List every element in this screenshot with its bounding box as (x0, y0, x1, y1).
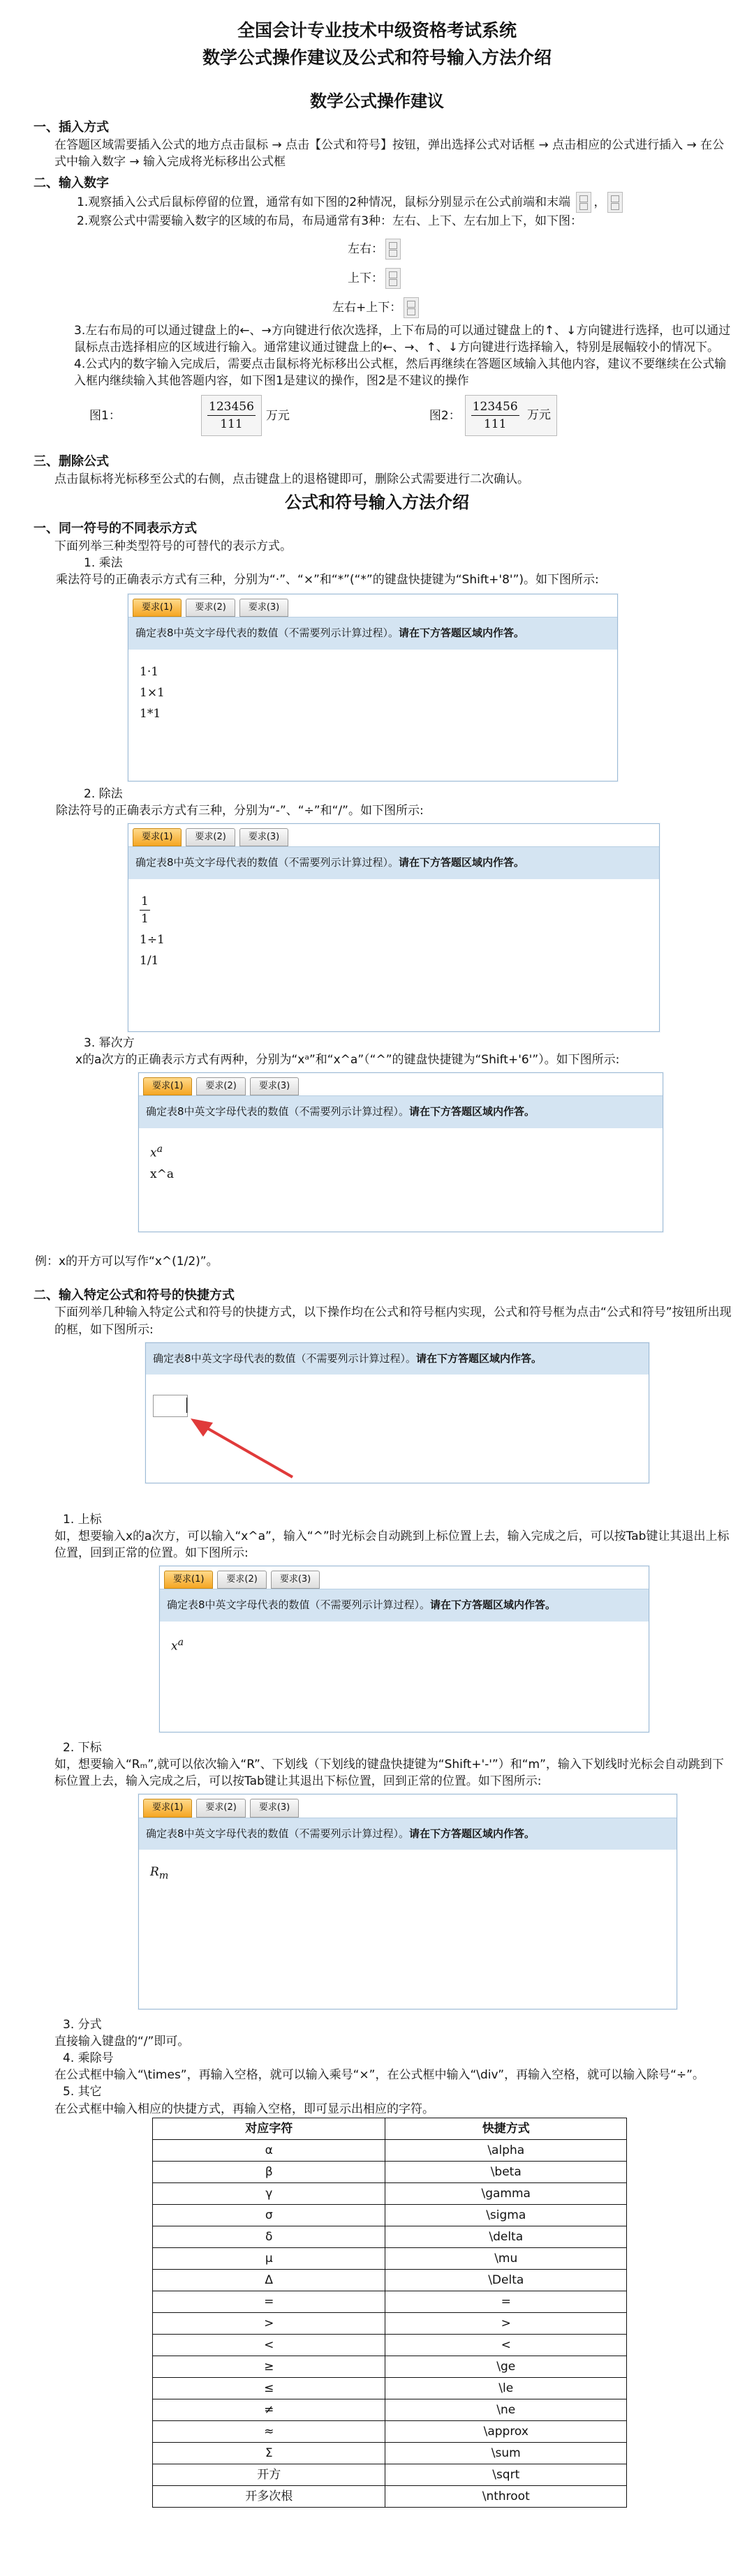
pow-exponent: a (156, 1143, 163, 1155)
heading-multiply: 1. 乘法 (84, 555, 123, 570)
table-cell-shortcut: \delta (385, 2226, 627, 2247)
title-line-2: 数学公式操作建议及公式和符号输入方法介绍 (202, 47, 552, 68)
table-row (153, 2356, 627, 2377)
section-title-1: 数学公式操作建议 (310, 91, 444, 111)
question-instruction: 请在下方答题区域内作答。 (399, 627, 525, 640)
sub-base: R (150, 1864, 159, 1879)
div-denominator: 1 (141, 911, 149, 926)
table-cell-shortcut: \Delta (385, 2269, 627, 2291)
answer-area-divide[interactable] (128, 879, 659, 1031)
question-bar (160, 1589, 649, 1621)
shortcut-table (152, 2118, 627, 2508)
fig1-unit: 万元 (265, 408, 290, 423)
para-divide: 除法符号的正确表示方式有三种，分别为“-”、“÷”和“/”。如下图所示: (56, 803, 424, 818)
heading-divide: 2. 除法 (84, 786, 123, 801)
table-cell-shortcut: \ge (385, 2356, 627, 2377)
question-text: 确定表8中英文字母代表的数值（不需要列示计算过程）。 (146, 1105, 410, 1118)
table-row (153, 2247, 627, 2269)
para-subscript: 如，想要输入“Rₘ”,就可以依次输入“R”、下划线（下划线的键盘快捷键为“Shift+'-'”）和“m”，输入下划线时光标会自动跳到下标位置上去，输入完成之后，可以按Tab键让其退出下标位置，回到正常的位置。如下图所示: (54, 1757, 724, 1789)
table-cell-shortcut: \mu (385, 2247, 627, 2269)
para-input-1: 1.观察插入公式后鼠标停留的位置，通常有如下图的2种情况，鼠标分别显示在公式前端和末端 (77, 195, 571, 210)
tab-req-1[interactable]: 要求(1) (143, 1077, 192, 1095)
table-row (153, 2312, 627, 2334)
table-cell-char: ≠ (153, 2399, 385, 2420)
fig2-label: 图2： (429, 408, 461, 423)
question-instruction: 请在下方答题区域内作答。 (399, 856, 525, 869)
question-text: 确定表8中英文字母代表的数值（不需要列示计算过程）。 (167, 1598, 431, 1612)
heading-insert: 一、插入方式 (34, 120, 109, 135)
heading-input-number: 二、输入数字 (34, 175, 109, 190)
red-arrow-icon (188, 1413, 300, 1483)
fig2-numerator: 123456 (471, 398, 519, 416)
tab-req-2[interactable]: 要求(2) (196, 1077, 245, 1095)
tab-req-2[interactable]: 要求(2) (196, 1799, 245, 1817)
para-multiply: 乘法符号的正确表示方式有三种，分别为“·”、“×”和“*”(“*”的键盘快捷键为“Shift+'8'”)。如下图所示: (56, 572, 599, 587)
table-cell-shortcut: \gamma (385, 2182, 627, 2204)
fig2-formula (465, 395, 557, 436)
table-cell-char: α (153, 2139, 385, 2161)
tab-req-2[interactable]: 要求(2) (186, 828, 235, 846)
answer-area-multiply[interactable] (128, 650, 617, 781)
table-cell-shortcut: \nthroot (385, 2485, 627, 2507)
table-cell-char: σ (153, 2204, 385, 2226)
mul-answer-3: 1*1 (140, 706, 161, 721)
para-input-1-wrap: 1.观察插入公式后鼠标停留的位置，通常有如下图的2种情况，鼠标分别显示在公式前端和末端 ， (56, 192, 734, 213)
table-cell-shortcut: \alpha (385, 2139, 627, 2161)
tab-req-3[interactable]: 要求(3) (250, 1077, 299, 1095)
layout-lr-label: 左右： (348, 241, 383, 256)
table-cell-char: 开方 (153, 2464, 385, 2485)
question-bar (146, 1343, 649, 1375)
table-cell-shortcut: \sum (385, 2442, 627, 2464)
table-cell-char: ≥ (153, 2356, 385, 2377)
para-input-3: 3.左右布局的可以通过键盘上的←、→方向键进行依次选择，上下布局的可以通过键盘上的↑、↓方向键进行选择，也可以通过鼠标点击选择相应的区域进行输入。通常建议通过键盘上的←、→、↑、↓方向键进行选择输入，特别是展幅较小的情况下。 (74, 323, 731, 354)
para-shortcut: 下面列举几种输入特定公式和符号的快捷方式，以下操作均在公式和符号框内实现，公式和符号框为点击“公式和符号”按钮所出现的框，如下图所示: (54, 1305, 732, 1337)
table-cell-char: = (153, 2291, 385, 2312)
pow-answer-2: x^a (150, 1167, 174, 1181)
tab-req-3[interactable]: 要求(3) (239, 828, 288, 846)
tab-req-3[interactable]: 要求(3) (250, 1799, 299, 1817)
answer-area-subscript[interactable] (139, 1850, 677, 2009)
sup-base: x (171, 1639, 178, 1654)
para-superscript: 如，想要输入x的a次方，可以输入“x^a”，输入“^”时光标会自动跳到上标位置上去，输入完成之后，可以按Tab键让其退出上标位置，回到正常的位置。如下图所示: (54, 1529, 730, 1560)
layout-ud-icon (385, 268, 401, 289)
table-cell-char: μ (153, 2247, 385, 2269)
heading-fraction: 3. 分式 (63, 2017, 102, 2032)
question-instruction: 请在下方答题区域内作答。 (430, 1598, 556, 1612)
table-cell-char: ≈ (153, 2420, 385, 2442)
question-text: 确定表8中英文字母代表的数值（不需要列示计算过程）。 (135, 856, 399, 869)
question-instruction: 请在下方答题区域内作答。 (416, 1351, 542, 1365)
table-header: 快捷方式 (385, 2118, 627, 2139)
formula-box-panel (145, 1342, 649, 1483)
para-input-4: 4.公式内的数字输入完成后，需要点击鼠标将光标移出公式框，然后再继续在答题区域输入其他内容，建议不要继续在公式输入框内继续输入其他答题内容，如下图1是建议的操作，图2是不建议的操作 (74, 357, 727, 388)
table-cell-char: > (153, 2312, 385, 2334)
table-cell-char: δ (153, 2226, 385, 2247)
para-input-2: 2.观察公式中需要输入数字的区域的布局，布局通常有3种：左右、上下、左右加上下，如下图： (77, 214, 583, 229)
power-example: 例：x的开方可以写作“x^(1/2)”。 (35, 1254, 219, 1268)
para-fraction: 直接输入键盘的“/”即可。 (54, 2035, 190, 2049)
table-cell-shortcut: < (385, 2334, 627, 2356)
table-row (153, 2139, 627, 2161)
table-cell-char: β (153, 2161, 385, 2182)
figure-row (89, 395, 734, 436)
table-cell-shortcut: \beta (385, 2161, 627, 2182)
table-row (153, 2377, 627, 2399)
question-text: 确定表8中英文字母代表的数值（不需要列示计算过程）。 (135, 627, 399, 640)
cursor-front-icon (576, 192, 591, 213)
layout-both-icon (404, 297, 419, 318)
table-row (153, 2182, 627, 2204)
table-cell-char: γ (153, 2182, 385, 2204)
question-instruction: 请在下方答题区域内作答。 (409, 1105, 535, 1118)
question-bar (128, 846, 659, 878)
heading-same-symbol: 一、同一符号的不同表示方式 (34, 521, 197, 537)
table-header: 对应字符 (153, 2118, 385, 2139)
cursor-end-icon (607, 192, 623, 213)
formula-input-box[interactable] (153, 1395, 188, 1417)
para-delete: 点击鼠标将光标移至公式的右侧，点击键盘上的退格键即可，删除公式需要进行二次确认。 (54, 472, 529, 486)
table-row (153, 2291, 627, 2312)
sup-exponent: a (177, 1636, 184, 1648)
div-answer-2: 1÷1 (140, 932, 165, 947)
layout-both-label: 左右+上下： (332, 300, 402, 315)
question-bar (139, 1095, 663, 1128)
table-row (153, 2399, 627, 2420)
table-row (153, 2226, 627, 2247)
table-cell-shortcut: > (385, 2312, 627, 2334)
title-line-1: 全国会计专业技术中级资格考试系统 (237, 20, 517, 40)
answer-area-power[interactable] (139, 1128, 663, 1231)
tab-req-3[interactable]: 要求(3) (239, 599, 288, 617)
answer-panel-subscript (138, 1794, 677, 2009)
mul-answer-1: 1·1 (140, 664, 159, 679)
table-row (153, 2420, 627, 2442)
layout-ud-label: 上下： (348, 271, 383, 285)
answer-panel-superscript (159, 1566, 649, 1732)
layout-examples (332, 234, 734, 322)
table-row (153, 2485, 627, 2507)
tab-req-2[interactable]: 要求(2) (186, 599, 235, 617)
fig1-label: 图1： (89, 408, 121, 423)
mul-answer-2: 1×1 (140, 685, 165, 700)
table-cell-shortcut: \ne (385, 2399, 627, 2420)
table-cell-shortcut: \sigma (385, 2204, 627, 2226)
text-cursor (186, 1398, 187, 1413)
table-row (153, 2161, 627, 2182)
layout-lr-icon (385, 239, 401, 260)
para-mul-div: 在公式框中输入“\times”，再输入空格，就可以输入乘号“×”，在公式框中输入“\div”，再输入空格，就可以输入除号“÷”。 (54, 2068, 704, 2083)
table-cell-shortcut: \le (385, 2377, 627, 2399)
fig2-unit: 万元 (527, 408, 552, 423)
sub-index: m (158, 1870, 169, 1882)
question-bar (128, 617, 617, 649)
tab-req-1[interactable]: 要求(1) (164, 1571, 213, 1589)
fig1-formula (201, 395, 262, 436)
answer-panel-divide (128, 823, 660, 1032)
table-cell-char: ≤ (153, 2377, 385, 2399)
table-row (153, 2334, 627, 2356)
heading-mul-div: 4. 乘除号 (63, 2051, 114, 2066)
heading-subscript: 2. 下标 (63, 1740, 102, 1755)
question-bar (139, 1818, 677, 1850)
tab-req-1[interactable]: 要求(1) (143, 1799, 192, 1817)
table-cell-shortcut: = (385, 2291, 627, 2312)
question-instruction: 请在下方答题区域内作答。 (409, 1827, 535, 1840)
heading-other: 5. 其它 (63, 2085, 102, 2099)
heading-power: 3. 幂次方 (84, 1035, 135, 1050)
div-answer-3: 1/1 (140, 954, 159, 968)
answer-panel-power (138, 1072, 663, 1232)
heading-superscript: 1. 上标 (63, 1512, 102, 1527)
table-cell-char: 开多次根 (153, 2485, 385, 2507)
tab-req-2[interactable]: 要求(2) (217, 1571, 266, 1589)
fig1-denominator: 111 (220, 417, 243, 432)
table-row (153, 2269, 627, 2291)
div-numerator: 1 (140, 893, 150, 911)
fig2-denominator: 111 (483, 417, 507, 432)
answer-panel-multiply (128, 594, 618, 781)
table-row (153, 2442, 627, 2464)
question-text: 确定表8中英文字母代表的数值（不需要列示计算过程）。 (153, 1351, 417, 1365)
answer-area-superscript[interactable] (160, 1622, 649, 1732)
table-cell-char: < (153, 2334, 385, 2356)
tab-req-3[interactable]: 要求(3) (271, 1571, 320, 1589)
question-text: 确定表8中英文字母代表的数值（不需要列示计算过程）。 (146, 1827, 410, 1840)
heading-shortcut: 二、输入特定公式和符号的快捷方式 (34, 1287, 235, 1303)
tab-req-1[interactable]: 要求(1) (133, 599, 182, 617)
table-cell-char: Δ (153, 2269, 385, 2291)
table-cell-char: Σ (153, 2442, 385, 2464)
para-other: 在公式框中输入相应的快捷方式，再输入空格，即可显示出相应的字符。 (54, 2102, 434, 2116)
table-row (153, 2464, 627, 2485)
para-insert: 在答题区域需要插入公式的地方点击鼠标 → 点击【公式和符号】按钮，弹出选择公式对话框 → 点击相应的公式进行插入 → 在公式中输入数字 → 输入完成将光标移出公式框 (54, 137, 725, 169)
tab-req-1[interactable]: 要求(1) (133, 828, 182, 846)
heading-delete: 三、删除公式 (34, 454, 109, 470)
pow-base: x (150, 1146, 157, 1160)
table-row (153, 2204, 627, 2226)
para-power: x的a次方的正确表示方式有两种，分别为“xᵃ”和“x^a”（“^”的键盘快捷键为“Shift+'6'”）。如下图所示: (75, 1052, 620, 1067)
para-same-symbol: 下面列举三种类型符号的可替代的表示方式。 (54, 539, 292, 553)
section-title-2: 公式和符号输入方法介绍 (285, 492, 469, 512)
table-cell-shortcut: \approx (385, 2420, 627, 2442)
table-cell-shortcut: \sqrt (385, 2464, 627, 2485)
fig1-numerator: 123456 (207, 398, 256, 416)
